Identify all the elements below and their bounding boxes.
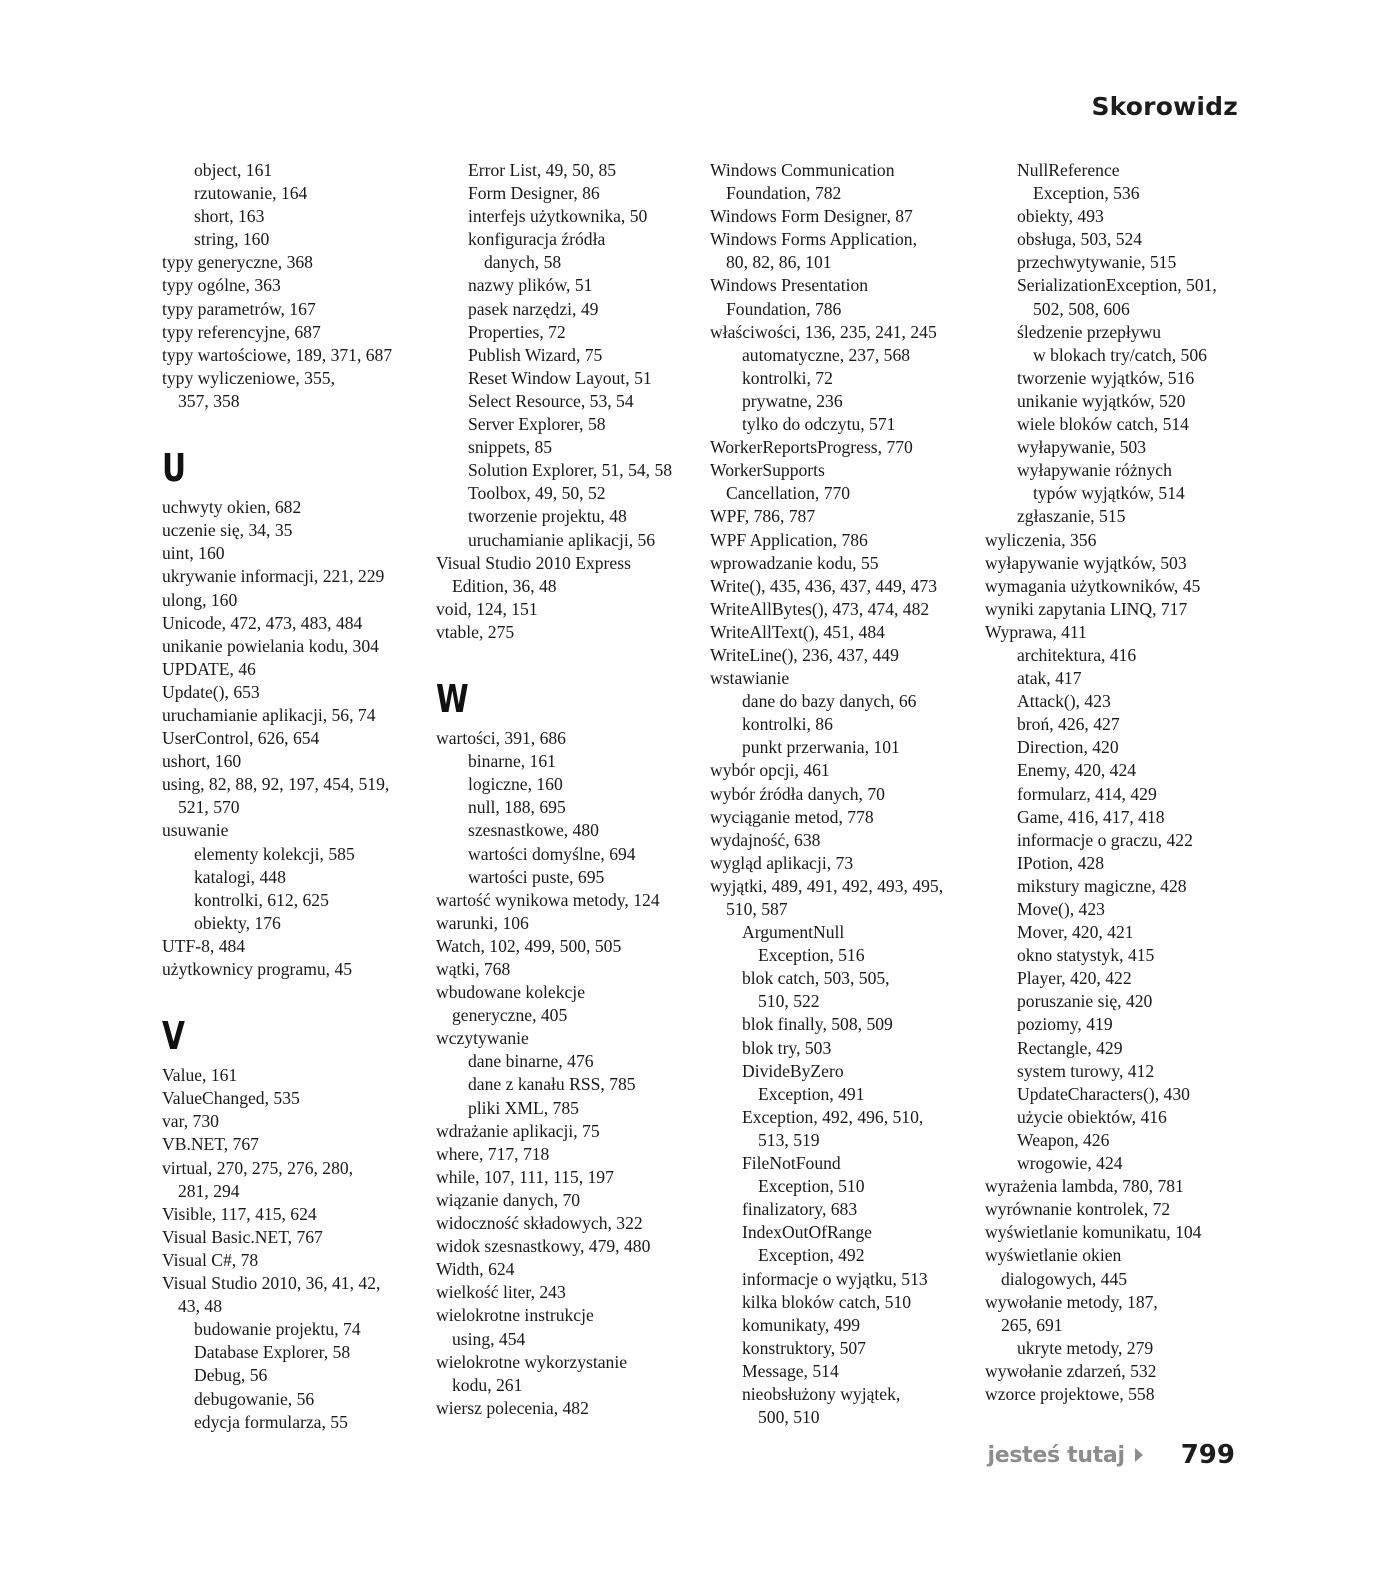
section-letter: U bbox=[162, 446, 186, 491]
index-subentry: Solution Explorer, 51, 54, 58 bbox=[468, 460, 673, 481]
index-subentry: FileNotFound bbox=[742, 1153, 841, 1174]
index-entry: ushort, 160 bbox=[162, 751, 242, 772]
index-subentry: konfiguracja źródła bbox=[468, 229, 606, 250]
index-subentry: kontrolki, 612, 625 bbox=[194, 889, 329, 910]
index-entry: warunki, 106 bbox=[436, 912, 529, 933]
index-subentry: obiekty, 176 bbox=[194, 912, 281, 933]
index-subentry: system turowy, 412 bbox=[1017, 1060, 1155, 1081]
index-subentry: Exception, 492 bbox=[758, 1245, 865, 1266]
index-subentry: Direction, 420 bbox=[1017, 737, 1119, 758]
page-footer bbox=[987, 1440, 1235, 1470]
index-entry: usuwanie bbox=[162, 820, 229, 841]
index-entry: Value, 161 bbox=[162, 1065, 238, 1086]
index-entry: wyświetlanie okien bbox=[985, 1245, 1122, 1266]
index-entry: Windows Forms Application, bbox=[710, 229, 917, 250]
index-subentry: kilka bloków catch, 510 bbox=[742, 1291, 912, 1312]
index-subentry: atak, 417 bbox=[1017, 668, 1082, 689]
index-entry: wiązanie danych, 70 bbox=[436, 1189, 581, 1210]
index-entry: wielokrotne wykorzystanie bbox=[436, 1351, 628, 1372]
index-entry: typy generyczne, 368 bbox=[162, 252, 313, 273]
index-subentry: przechwytywanie, 515 bbox=[1017, 252, 1177, 273]
index-subentry: 502, 508, 606 bbox=[1033, 298, 1130, 319]
index-subentry: obiekty, 493 bbox=[1017, 206, 1104, 227]
index-entry: wartości, 391, 686 bbox=[436, 728, 566, 749]
index-entry: wywołanie zdarzeń, 532 bbox=[985, 1360, 1157, 1381]
index-subentry: rzutowanie, 164 bbox=[194, 183, 308, 204]
index-subentry: object, 161 bbox=[194, 160, 273, 180]
index-subentry: wyłapywanie różnych bbox=[1017, 460, 1172, 481]
index-subentry: zgłaszanie, 515 bbox=[1017, 506, 1126, 527]
index-entry: ulong, 160 bbox=[162, 589, 238, 610]
index-subentry: poruszanie się, 420 bbox=[1017, 991, 1153, 1012]
index-entry: Visual Studio 2010, 36, 41, 42, bbox=[162, 1273, 381, 1294]
index-entry: Foundation, 786 bbox=[726, 298, 842, 319]
index-entry: dialogowych, 445 bbox=[1001, 1268, 1128, 1289]
index-entry: Windows Presentation bbox=[710, 275, 869, 296]
index-entry: 521, 570 bbox=[178, 797, 240, 818]
index-entry: ukrywanie informacji, 221, 229 bbox=[162, 566, 385, 587]
section-letter: W bbox=[436, 677, 468, 722]
index-subentry: Database Explorer, 58 bbox=[194, 1342, 351, 1363]
index-subentry: unikanie wyjątków, 520 bbox=[1017, 390, 1186, 411]
index-entry: var, 730 bbox=[162, 1111, 219, 1132]
index-entry: Watch, 102, 499, 500, 505 bbox=[436, 935, 622, 956]
index-entry: kodu, 261 bbox=[452, 1374, 523, 1395]
index-subentry: Player, 420, 422 bbox=[1017, 968, 1132, 989]
index-entry: generyczne, 405 bbox=[452, 1005, 568, 1026]
index-entry: 80, 82, 86, 101 bbox=[726, 252, 832, 273]
index-entry: 281, 294 bbox=[178, 1180, 240, 1201]
index-subentry: nazwy plików, 51 bbox=[468, 275, 593, 296]
index-subentry: edycja formularza, 55 bbox=[194, 1411, 348, 1432]
index-subentry: mikstury magiczne, 428 bbox=[1017, 875, 1187, 896]
index-subentry: snippets, 85 bbox=[468, 437, 553, 458]
index-subentry: informacje o graczu, 422 bbox=[1017, 829, 1193, 850]
index-subentry: Exception, 510 bbox=[758, 1176, 865, 1197]
index-subentry: Enemy, 420, 424 bbox=[1017, 760, 1137, 781]
index-subentry: SerializationException, 501, bbox=[1017, 275, 1217, 296]
index-subentry: wrogowie, 424 bbox=[1017, 1153, 1123, 1174]
index-subentry: broń, 426, 427 bbox=[1017, 714, 1120, 735]
index-subentry: Error List, 49, 50, 85 bbox=[468, 160, 617, 180]
index-entry: 510, 587 bbox=[726, 899, 788, 919]
index-subentry: ukryte metody, 279 bbox=[1017, 1337, 1154, 1358]
index-subentry: w blokach try/catch, 506 bbox=[1033, 344, 1207, 365]
index-entry: UPDATE, 46 bbox=[162, 658, 256, 679]
index-entry: typy wartościowe, 189, 371, 687 bbox=[162, 344, 393, 365]
index-subentry: Properties, 72 bbox=[468, 321, 566, 342]
index-entry: Width, 624 bbox=[436, 1259, 515, 1280]
index-subentry: IPotion, 428 bbox=[1017, 852, 1104, 873]
index-subentry: danych, 58 bbox=[484, 252, 562, 273]
index-column-2 bbox=[436, 159, 672, 1420]
index-subentry: binarne, 161 bbox=[468, 751, 556, 772]
index-entry: wyniki zapytania LINQ, 717 bbox=[985, 598, 1188, 619]
index-subentry: formularz, 414, 429 bbox=[1017, 783, 1157, 804]
index-entry: wyrażenia lambda, 780, 781 bbox=[985, 1176, 1184, 1197]
index-entry: wdrażanie aplikacji, 75 bbox=[436, 1120, 600, 1141]
index-subentry: string, 160 bbox=[194, 229, 270, 250]
index-entry: WriteAllBytes(), 473, 474, 482 bbox=[710, 598, 930, 619]
index-entry: WriteAllText(), 451, 484 bbox=[710, 621, 885, 642]
index-subentry: 510, 522 bbox=[758, 991, 820, 1012]
index-subentry: Game, 416, 417, 418 bbox=[1017, 806, 1165, 827]
index-entry: typy wyliczeniowe, 355, bbox=[162, 367, 335, 388]
index-subentry: okno statystyk, 415 bbox=[1017, 945, 1155, 966]
index-subentry: blok finally, 508, 509 bbox=[742, 1014, 893, 1035]
index-subentry: wartości domyślne, 694 bbox=[468, 843, 636, 864]
index-entry: wybór źródła danych, 70 bbox=[710, 783, 885, 804]
index-subentry: Select Resource, 53, 54 bbox=[468, 390, 634, 411]
index-entry: Windows Form Designer, 87 bbox=[710, 206, 913, 227]
index-subentry: logiczne, 160 bbox=[468, 774, 563, 795]
index-entry: uint, 160 bbox=[162, 543, 225, 564]
index-entry: Visual C#, 78 bbox=[162, 1249, 259, 1270]
index-subentry: wiele bloków catch, 514 bbox=[1017, 414, 1189, 435]
index-subentry: pasek narzędzi, 49 bbox=[468, 298, 599, 319]
index-entry: wygląd aplikacji, 73 bbox=[710, 852, 854, 873]
index-entry: uruchamianie aplikacji, 56, 74 bbox=[162, 704, 376, 725]
index-entry: typy referencyjne, 687 bbox=[162, 321, 321, 342]
index-subentry: UpdateCharacters(), 430 bbox=[1017, 1083, 1190, 1104]
index-subentry: budowanie projektu, 74 bbox=[194, 1319, 361, 1340]
index-subentry: automatyczne, 237, 568 bbox=[742, 344, 911, 365]
section-spacer bbox=[436, 644, 672, 667]
index-entry: VB.NET, 767 bbox=[162, 1134, 259, 1155]
index-subentry: typów wyjątków, 514 bbox=[1033, 483, 1185, 504]
index-entry: WorkerReportsProgress, 770 bbox=[710, 437, 913, 458]
index-subentry: ArgumentNull bbox=[742, 922, 845, 943]
page-header-title: Skorowidz bbox=[1091, 92, 1238, 121]
index-entry: wielkość liter, 243 bbox=[436, 1282, 566, 1303]
index-subentry: komunikaty, 499 bbox=[742, 1314, 861, 1335]
index-entry: wartość wynikowa metody, 124 bbox=[436, 889, 660, 910]
index-entry: 265, 691 bbox=[1001, 1314, 1063, 1335]
index-column-1 bbox=[162, 159, 392, 1434]
index-subentry: NullReference bbox=[1017, 160, 1120, 180]
index-subentry: dane do bazy danych, 66 bbox=[742, 691, 917, 712]
index-subentry: Mover, 420, 421 bbox=[1017, 922, 1134, 943]
index-entry: Edition, 36, 48 bbox=[452, 575, 557, 596]
section-letter: V bbox=[162, 1014, 185, 1059]
index-entry: 357, 358 bbox=[178, 390, 240, 411]
index-subentry: Exception, 516 bbox=[758, 945, 865, 966]
index-entry: where, 717, 718 bbox=[436, 1143, 550, 1164]
index-entry: wywołanie metody, 187, bbox=[985, 1291, 1158, 1312]
index-entry: wielokrotne instrukcje bbox=[436, 1305, 594, 1326]
index-entry: typy ogólne, 363 bbox=[162, 275, 281, 296]
index-subentry: kontrolki, 72 bbox=[742, 367, 833, 388]
index-entry: wydajność, 638 bbox=[710, 829, 821, 850]
index-entry: wyrównanie kontrolek, 72 bbox=[985, 1199, 1171, 1220]
index-subentry: Debug, 56 bbox=[194, 1365, 268, 1386]
index-subentry: DivideByZero bbox=[742, 1060, 844, 1081]
footer-label: jesteś tutaj bbox=[987, 1442, 1125, 1468]
index-subentry: użycie obiektów, 416 bbox=[1017, 1106, 1167, 1127]
index-subentry: katalogi, 448 bbox=[194, 866, 286, 887]
index-subentry: blok try, 503 bbox=[742, 1037, 832, 1058]
index-subentry: Weapon, 426 bbox=[1017, 1129, 1110, 1150]
index-entry: Unicode, 472, 473, 483, 484 bbox=[162, 612, 363, 633]
index-subentry: Move(), 423 bbox=[1017, 899, 1105, 919]
index-entry: 43, 48 bbox=[178, 1296, 222, 1317]
index-subentry: Exception, 492, 496, 510, bbox=[742, 1106, 924, 1127]
index-subentry: śledzenie przepływu bbox=[1017, 321, 1162, 342]
index-entry: Foundation, 782 bbox=[726, 183, 842, 204]
index-subentry: tylko do odczytu, 571 bbox=[742, 414, 896, 435]
index-entry: WPF, 786, 787 bbox=[710, 506, 816, 527]
index-entry: while, 107, 111, 115, 197 bbox=[436, 1166, 614, 1187]
index-entry: Cancellation, 770 bbox=[726, 483, 851, 504]
index-subentry: tworzenie projektu, 48 bbox=[468, 506, 627, 527]
index-subentry: blok catch, 503, 505, bbox=[742, 968, 890, 989]
index-entry: właściwości, 136, 235, 241, 245 bbox=[710, 321, 937, 342]
index-entry: wybór opcji, 461 bbox=[710, 760, 830, 781]
index-entry: ValueChanged, 535 bbox=[162, 1088, 300, 1109]
section-spacer bbox=[162, 413, 392, 436]
index-entry: virtual, 270, 275, 276, 280, bbox=[162, 1157, 354, 1178]
index-subentry: Rectangle, 429 bbox=[1017, 1037, 1123, 1058]
index-entry: vtable, 275 bbox=[436, 621, 515, 642]
index-subentry: Form Designer, 86 bbox=[468, 183, 600, 204]
index-entry: unikanie powielania kodu, 304 bbox=[162, 635, 379, 656]
index-entry: Visual Basic.NET, 767 bbox=[162, 1226, 323, 1247]
index-entry: wstawianie bbox=[710, 668, 790, 689]
index-subentry: finalizatory, 683 bbox=[742, 1199, 858, 1220]
index-entry: using, 454 bbox=[452, 1328, 526, 1349]
index-entry: Wyprawa, 411 bbox=[985, 621, 1087, 642]
index-subentry: Exception, 491 bbox=[758, 1083, 865, 1104]
index-entry: UTF-8, 484 bbox=[162, 935, 246, 956]
index-entry: wyjątki, 489, 491, 492, 493, 495, bbox=[710, 875, 944, 896]
index-entry: wiersz polecenia, 482 bbox=[436, 1397, 589, 1418]
index-entry: void, 124, 151 bbox=[436, 598, 538, 619]
index-subentry: 500, 510 bbox=[758, 1407, 820, 1428]
index-entry: wyłapywanie wyjątków, 503 bbox=[985, 552, 1187, 573]
index-subentry: IndexOutOfRange bbox=[742, 1222, 872, 1243]
index-entry: wzorce projektowe, 558 bbox=[985, 1383, 1155, 1404]
arrow-right-icon bbox=[1135, 1448, 1143, 1462]
section-spacer bbox=[162, 981, 392, 1004]
index-column-3 bbox=[710, 159, 943, 1429]
index-subentry: konstruktory, 507 bbox=[742, 1337, 866, 1358]
index-subentry: Attack(), 423 bbox=[1017, 691, 1111, 712]
index-subentry: null, 188, 695 bbox=[468, 797, 566, 818]
index-subentry: architektura, 416 bbox=[1017, 644, 1137, 665]
index-entry: wyciąganie metod, 778 bbox=[710, 806, 874, 827]
index-entry: wyliczenia, 356 bbox=[985, 529, 1097, 550]
index-subentry: Message, 514 bbox=[742, 1360, 839, 1381]
index-subentry: szesnastkowe, 480 bbox=[468, 820, 599, 841]
index-subentry: poziomy, 419 bbox=[1017, 1014, 1113, 1035]
index-entry: wbudowane kolekcje bbox=[436, 982, 586, 1003]
index-subentry: Reset Window Layout, 51 bbox=[468, 367, 652, 388]
index-subentry: Toolbox, 49, 50, 52 bbox=[468, 483, 606, 504]
index-subentry: obsługa, 503, 524 bbox=[1017, 229, 1143, 250]
index-subentry: dane z kanału RSS, 785 bbox=[468, 1074, 636, 1095]
index-entry: uchwyty okien, 682 bbox=[162, 497, 302, 518]
index-entry: użytkownicy programu, 45 bbox=[162, 959, 353, 979]
index-subentry: 513, 519 bbox=[758, 1129, 820, 1150]
index-subentry: interfejs użytkownika, 50 bbox=[468, 206, 648, 227]
index-entry: Windows Communication bbox=[710, 160, 895, 180]
index-subentry: wyłapywanie, 503 bbox=[1017, 437, 1146, 458]
index-subentry: dane binarne, 476 bbox=[468, 1051, 594, 1072]
index-entry: typy parametrów, 167 bbox=[162, 298, 316, 319]
index-subentry: Exception, 536 bbox=[1033, 183, 1140, 204]
index-subentry: punkt przerwania, 101 bbox=[742, 737, 900, 758]
index-subentry: kontrolki, 86 bbox=[742, 714, 833, 735]
index-entry: widok szesnastkowy, 479, 480 bbox=[436, 1236, 651, 1257]
index-entry: Visual Studio 2010 Express bbox=[436, 552, 631, 573]
index-entry: WPF Application, 786 bbox=[710, 529, 868, 550]
index-subentry: prywatne, 236 bbox=[742, 390, 843, 411]
index-subentry: debugowanie, 56 bbox=[194, 1388, 315, 1409]
index-entry: Update(), 653 bbox=[162, 681, 260, 702]
index-column-4 bbox=[985, 159, 1217, 1406]
index-entry: UserControl, 626, 654 bbox=[162, 728, 320, 749]
index-entry: uczenie się, 34, 35 bbox=[162, 520, 293, 541]
index-subentry: informacje o wyjątku, 513 bbox=[742, 1268, 928, 1289]
index-subentry: pliki XML, 785 bbox=[468, 1097, 579, 1118]
index-entry: Write(), 435, 436, 437, 449, 473 bbox=[710, 575, 938, 596]
index-entry: widoczność składowych, 322 bbox=[436, 1213, 643, 1234]
index-entry: Visible, 117, 415, 624 bbox=[162, 1203, 317, 1224]
index-subentry: tworzenie wyjątków, 516 bbox=[1017, 367, 1195, 388]
index-subentry: wartości puste, 695 bbox=[468, 866, 605, 887]
index-subentry: nieobsłużony wyjątek, bbox=[742, 1383, 901, 1404]
index-entry: using, 82, 88, 92, 197, 454, 519, bbox=[162, 774, 390, 795]
index-subentry: uruchamianie aplikacji, 56 bbox=[468, 529, 656, 550]
index-entry: WriteLine(), 236, 437, 449 bbox=[710, 644, 899, 665]
index-subentry: Publish Wizard, 75 bbox=[468, 344, 603, 365]
index-entry: wątki, 768 bbox=[436, 959, 511, 979]
index-entry: wprowadzanie kodu, 55 bbox=[710, 552, 879, 573]
index-subentry: elementy kolekcji, 585 bbox=[194, 843, 355, 864]
index-entry: wyświetlanie komunikatu, 104 bbox=[985, 1222, 1202, 1243]
page-number: 799 bbox=[1180, 1440, 1235, 1470]
index-subentry: Server Explorer, 58 bbox=[468, 414, 606, 435]
index-entry: WorkerSupports bbox=[710, 460, 825, 481]
index-subentry: short, 163 bbox=[194, 206, 265, 227]
index-entry: wczytywanie bbox=[436, 1028, 529, 1049]
index-entry: wymagania użytkowników, 45 bbox=[985, 575, 1201, 596]
